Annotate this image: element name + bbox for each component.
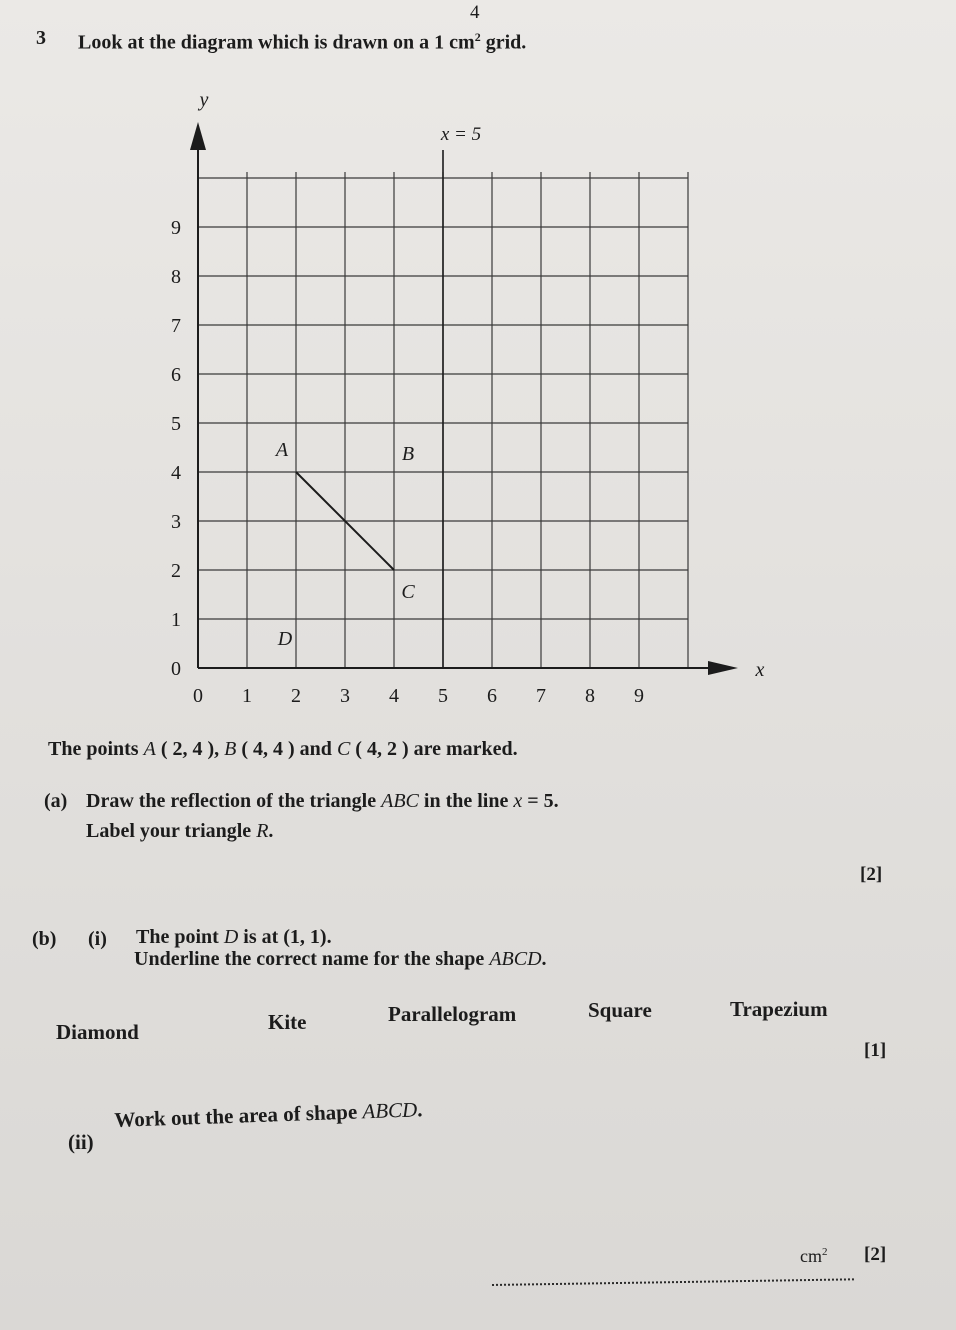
mirror-line-label: x = 5 (440, 124, 482, 145)
y-tick-label: 0 (171, 658, 181, 680)
part-b-i-point-d: The point D is at (1, 1). (136, 926, 332, 948)
x-tick-label: 7 (536, 685, 546, 707)
y-tick-label: 7 (171, 315, 181, 337)
question-intro: Look at the diagram which is drawn on a 1 $cm^2$ grid. (78, 30, 527, 54)
x-tick-label: 3 (340, 685, 350, 707)
part-a-marks: [2] (860, 864, 883, 885)
point-label-d: D (277, 628, 293, 650)
part-b-i-label: (i) (88, 928, 107, 950)
x-tick-label: 4 (389, 685, 399, 707)
part-b-ii-label: (ii) (68, 1130, 94, 1154)
y-tick-label: 4 (171, 462, 181, 484)
part-a-instruction: Draw the reflection of the triangle ABC in the line x = 5. (86, 790, 559, 812)
y-tick-label: 1 (171, 609, 181, 631)
y-tick-label: 2 (171, 560, 181, 582)
x-tick-label: 6 (487, 685, 497, 707)
x-axis-arrowhead (708, 661, 738, 675)
y-axis-arrowhead (190, 122, 206, 150)
x-tick-label: 5 (438, 685, 448, 707)
part-b-ii-instruction: Work out the area of shape ABCD. (114, 1097, 423, 1132)
question-number: 3 (36, 27, 46, 49)
y-tick-label: 5 (171, 413, 181, 435)
points-sentence: The points A ( 2, 4 ), B ( 4, 4 ) and C ( 4, 2 ) are marked. (48, 738, 518, 760)
point-label-b: B (401, 443, 415, 465)
area-answer-unit: $cm^2$ (800, 1246, 828, 1266)
x-axis-label: x (755, 659, 765, 681)
coordinate-grid-diagram[interactable] (0, 80, 956, 730)
y-tick-label: 3 (171, 511, 181, 533)
point-label-c: C (401, 581, 415, 603)
part-b-ii-marks: [2] (864, 1244, 887, 1265)
point-label-a: A (275, 439, 289, 461)
option-diamond[interactable]: Diamond (56, 1020, 139, 1044)
option-square[interactable]: Square (588, 998, 652, 1022)
option-trapezium[interactable]: Trapezium (730, 997, 828, 1021)
x-tick-label: 9 (634, 685, 644, 707)
area-answer-line[interactable] (492, 1278, 854, 1286)
x-tick-label: 2 (291, 685, 301, 707)
x-tick-label: 8 (585, 685, 595, 707)
part-b-i-instruction: Underline the correct name for the shape ABCD. (134, 948, 547, 970)
part-b-i-marks: [1] (864, 1040, 887, 1061)
y-tick-label: 9 (171, 217, 181, 239)
x-tick-label: 0 (193, 685, 203, 707)
y-tick-label: 6 (171, 364, 181, 386)
option-parallelogram[interactable]: Parallelogram (388, 1002, 517, 1026)
option-kite[interactable]: Kite (268, 1010, 307, 1034)
y-tick-label: 8 (171, 266, 181, 288)
y-axis-label: y (199, 89, 209, 111)
page-number: 4 (470, 2, 480, 23)
part-b-label: (b) (32, 928, 57, 950)
part-a-label-instruction: Label your triangle R. (86, 820, 274, 842)
part-a-label: (a) (44, 790, 68, 812)
x-tick-label: 1 (242, 685, 252, 707)
